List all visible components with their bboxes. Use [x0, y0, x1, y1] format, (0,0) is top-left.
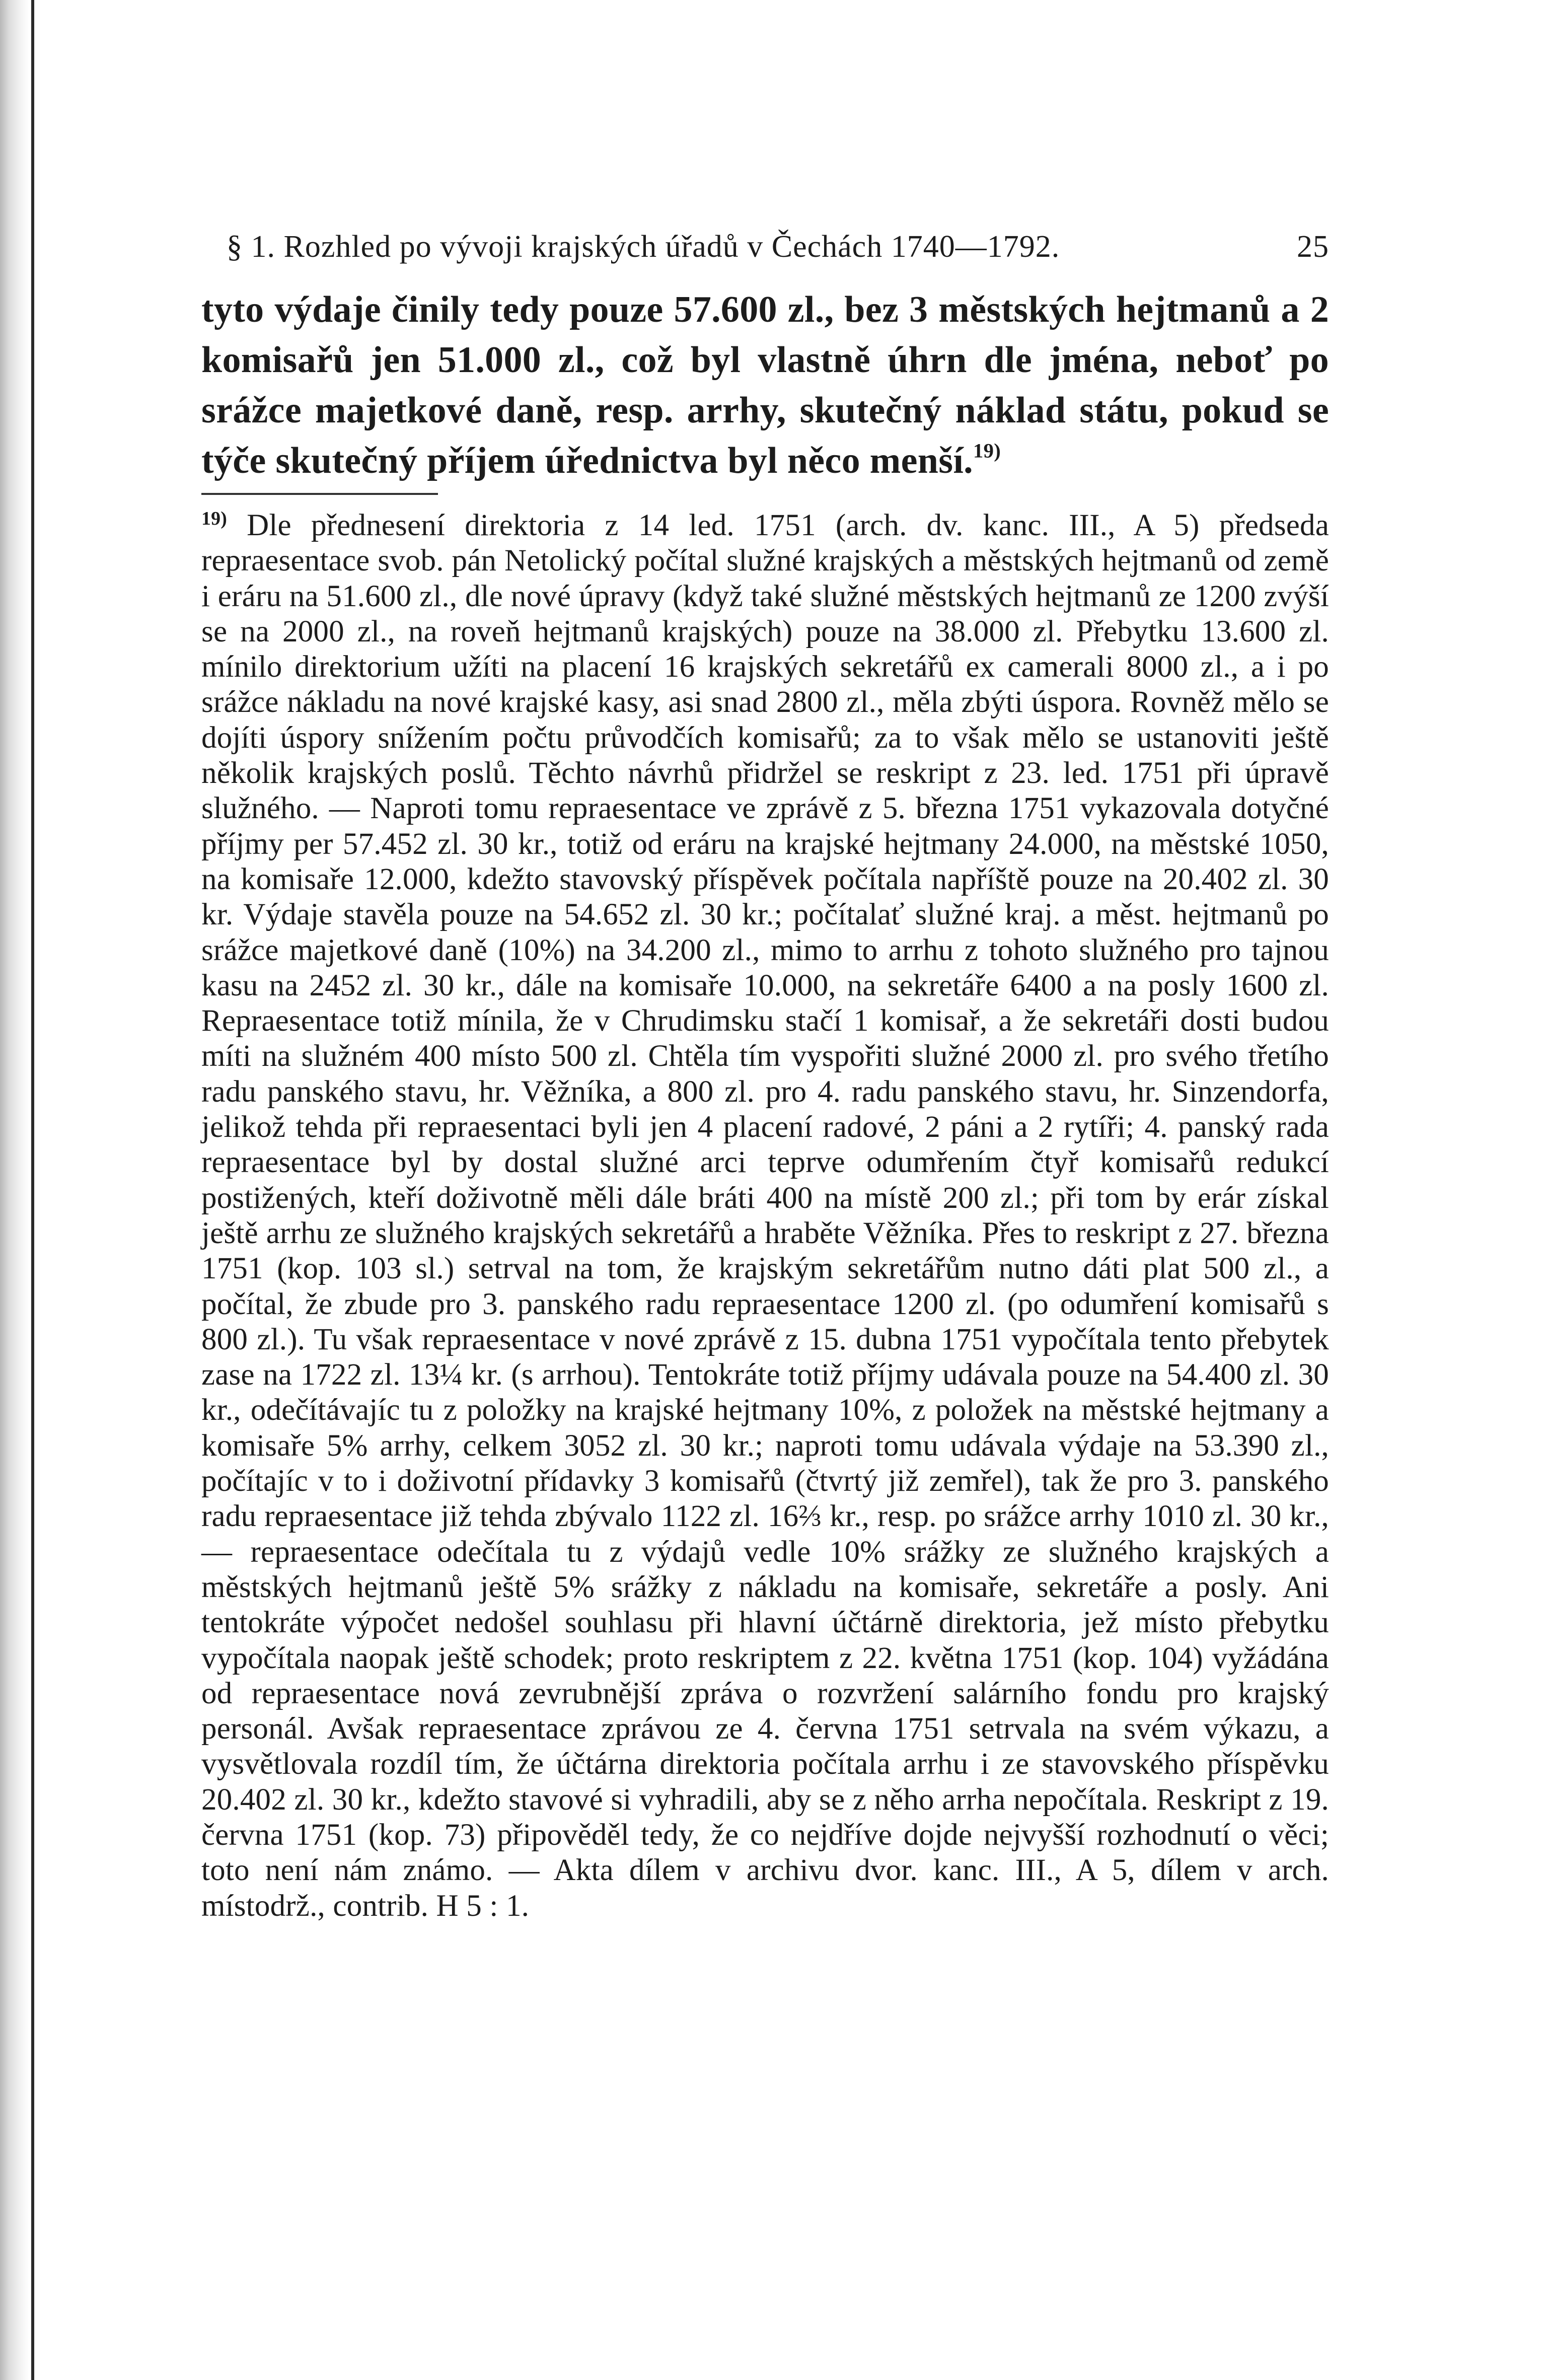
- main-text: [201, 284, 1329, 486]
- running-head: [201, 229, 1329, 284]
- body-paragraph: [201, 284, 1329, 486]
- footnote-reference: 19): [973, 439, 1001, 462]
- running-head-title: § 1. Rozhled po vývoji krajských úřadů v Čechách 1740—1792.: [227, 230, 1060, 264]
- footnote-rule: [201, 493, 438, 495]
- footnote-paragraph: [201, 508, 1329, 1924]
- footnote-marker: 19): [201, 508, 228, 530]
- book-page: [201, 229, 1329, 1924]
- page-spine-edge: [31, 0, 34, 2380]
- page-binding-shadow: [0, 0, 29, 2380]
- page-number: 25: [1297, 230, 1329, 264]
- footnote-text: Dle přednesení direktoria z 14 led. 1751 (arch. dv. kanc. III., A 5) předseda repraesentace svob. pán Netolický počítal služné krajských a městských hejtmanů od země i eráru na 51.600 zl., dle nové úpravy (když také služné městských hejtmanů ze 1200 zvýší se na 2000 zl., na roveň hejtmanů krajských) pouze na 38.000 zl. Přebytku 13.600 zl. mínilo direktorium užíti na placení 16 krajských sekretářů ex camerali 8000 zl., a i po srážce nákladu na nové krajské kasy, asi snad 2800 zl., měla zbýti úspora. Rovněž mělo se dojíti úspory snížením počtu průvodčích komisařů; za to však mělo se ustanoviti ještě několik krajských poslů. Těchto návrhů přidržel se reskript z 23. led. 1751 při úpravě služného. — Naproti tomu repraesentace ve zprávě z 5. března 1751 vykazovala dotyčné příjmy per 57.452 zl. 30 kr., totiž od eráru na krajské hejtmany 24.000, na městské 1050, na komisaře 12.000, kdežto stavovský příspěvek počítala napříště pouze na 20.402 zl. 30 kr. Výdaje stavěla pouze na 54.652 zl. 30 kr.; počítalať služné kraj. a měst. hejtmanů po srážce majetkové daně (10%) na 34.200 zl., mimo to arrhu z tohoto služného pro tajnou kasu na 2452 zl. 30 kr., dále na komisaře 10.000, na sekretáře 6400 a na posly 1600 zl. Repraesentace totiž mínila, že v Chrudimsku stačí 1 komisař, a že sekretáři dosti budou míti na služném 400 místo 500 zl. Chtěla tím vyspořiti služné 2000 zl. pro svého třetího radu panského stavu, hr. Věžníka, a 800 zl. pro 4. radu panského stavu, hr. Sinzendorfa, jelikož tehda při repraesentaci byli jen 4 placení radové, 2 páni a 2 rytíři; 4. panský rada repraesentace byl by dostal služné arci teprve odumřením čtyř komisařů redukcí postižených, kteří doživotně měli dále bráti 400 na místě 200 zl.; při tom by erár získal ještě arrhu ze služného krajských sekretářů a hraběte Věžníka. Přes to reskript z 27. března 1751 (kop. 103 sl.) setrval na tom, že krajským sekretářům nutno dáti plat 500 zl., a počítal, že zbude pro 3. panského radu repraesentace 1200 zl. (po odumření komisařů s 800 zl.). Tu však repraesentace v nové zprávě z 15. dubna 1751 vypočítala tento přebytek zase na 1722 zl. 13¼ kr. (s arrhou). Tentokráte totiž příjmy udávala pouze na 54.400 zl. 30 kr., odečítávajíc tu z položky na krajské hejtmany 10%, z položek na městské hejtmany a komisaře 5% arrhy, celkem 3052 zl. 30 kr.; naproti tomu udávala výdaje na 53.390 zl., počítajíc v to i doživotní přídavky 3 komisařů (čtvrtý již zemřel), tak že pro 3. panského radu repraesentace již tehda zbývalo 1122 zl. 16⅔ kr., resp. po srážce arrhy 1010 zl. 30 kr., — repraesentace odečítala tu z výdajů vedle 10% srážky ze služného krajských a městských hejtmanů ještě 5% srážky z nákladu na komisaře, sekretáře a posly. Ani tentokráte výpočet nedošel souhlasu při hlavní účtárně direktoria, jež místo přebytku vypočítala naopak ještě schodek; proto reskriptem z 22. května 1751 (kop. 104) vyžádána od repraesentace nová zevrubnější zpráva o rozvržení salárního fondu pro krajský personál. Avšak repraesentace zprávou ze 4. června 1751 setrvala na svém výkazu, a vysvětlovala rozdíl tím, že účtárna direktoria počítala arrhu i ze stavovského příspěvku 20.402 zl. 30 kr., kdežto stavové si vyhradili, aby se z něho arrha nepočítala. Reskript z 19. června 1751 (kop. 73) připověděl tedy, že co nejdříve dojde nejvyšší rozhodnutí o věci; toto není nám známo. — Akta dílem v archivu dvor. kanc. III., A 5, dílem v arch. místodrž., contrib. H 5 : 1.: [201, 509, 1330, 1923]
- body-paragraph-text: tyto výdaje činily tedy pouze 57.600 zl., bez 3 městských hejtmanů a 2 komisařů jen 51.000 zl., což byl vlastně úhrn dle jména, neboť po srážce majetkové daně, resp. arrhy, skutečný náklad státu, pokud se týče skutečný příjem úřednictva byl něco menší.: [201, 289, 1329, 481]
- footnote-19: [201, 508, 1329, 1924]
